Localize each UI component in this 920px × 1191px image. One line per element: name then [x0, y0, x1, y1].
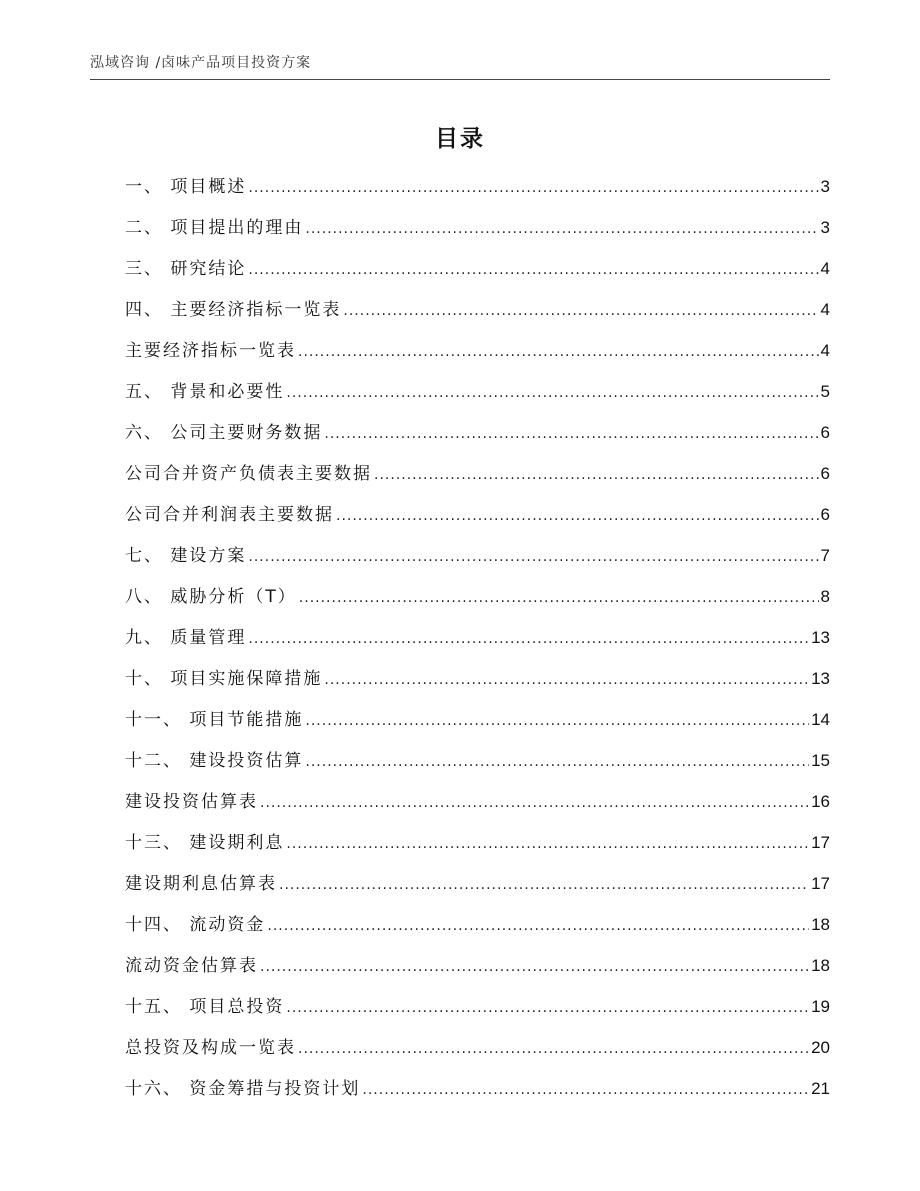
- toc-entry-text: 七、 建设方案: [125, 546, 247, 566]
- toc-entry[interactable]: [125, 740, 830, 781]
- toc-entry[interactable]: [125, 904, 830, 945]
- toc-entry-page: 8: [820, 587, 830, 606]
- toc-entry-text: 九、 质量管理: [125, 628, 247, 648]
- toc-list: [125, 166, 830, 1109]
- toc-leader-dots: [286, 824, 809, 865]
- toc-entry-page: 4: [820, 259, 830, 278]
- toc-entry-page: 21: [811, 1079, 830, 1098]
- toc-entry-text: 十一、 项目节能措施: [125, 710, 304, 730]
- toc-entry-page: 3: [820, 177, 830, 196]
- toc-leader-dots: [279, 865, 809, 906]
- toc-leader-dots: [336, 496, 819, 537]
- toc-entry[interactable]: [125, 1027, 830, 1068]
- toc-leader-dots: [248, 619, 809, 660]
- toc-leader-dots: [305, 742, 809, 783]
- toc-entry-text: 十五、 项目总投资: [125, 997, 285, 1017]
- toc-leader-dots: [299, 578, 819, 619]
- toc-entry[interactable]: [125, 1068, 830, 1109]
- toc-entry-page: 4: [820, 300, 830, 319]
- toc-entry[interactable]: [125, 289, 830, 330]
- toc-entry-page: 18: [811, 956, 830, 975]
- toc-entry[interactable]: [125, 166, 830, 207]
- toc-leader-dots: [267, 906, 809, 947]
- toc-leader-dots: [286, 373, 818, 414]
- toc-entry-page: 19: [811, 997, 830, 1016]
- toc-entry-text: 一、 项目概述: [125, 177, 247, 197]
- toc-entry[interactable]: [125, 330, 830, 371]
- toc-entry-page: 18: [811, 915, 830, 934]
- page-header: 泓域咨询 /卤味产品项目投资方案: [90, 55, 312, 71]
- toc-entry[interactable]: [125, 494, 830, 535]
- toc-entry-page: 13: [811, 628, 830, 647]
- toc-entry-page: 17: [811, 833, 830, 852]
- toc-entry-page: 13: [811, 669, 830, 688]
- toc-entry-page: 14: [811, 710, 830, 729]
- toc-entry[interactable]: [125, 658, 830, 699]
- toc-entry[interactable]: [125, 986, 830, 1027]
- toc-entry-page: 6: [820, 505, 830, 524]
- toc-leader-dots: [343, 291, 818, 332]
- toc-entry-page: 4: [820, 341, 830, 360]
- toc-entry[interactable]: [125, 412, 830, 453]
- toc-entry-page: 7: [820, 546, 830, 565]
- toc-entry-text: 四、 主要经济指标一览表: [125, 300, 342, 320]
- toc-leader-dots: [374, 455, 819, 496]
- toc-leader-dots: [248, 168, 818, 209]
- toc-entry[interactable]: [125, 781, 830, 822]
- toc-leader-dots: [286, 988, 809, 1029]
- toc-leader-dots: [362, 1070, 809, 1111]
- toc-leader-dots: [298, 332, 819, 373]
- toc-leader-dots: [260, 947, 809, 988]
- toc-entry[interactable]: [125, 576, 830, 617]
- toc-entry-page: 6: [820, 464, 830, 483]
- toc-entry-text: 二、 项目提出的理由: [125, 218, 304, 238]
- toc-leader-dots: [324, 414, 818, 455]
- toc-entry-text: 总投资及构成一览表: [125, 1038, 296, 1058]
- toc-title: 目录: [435, 126, 485, 152]
- header-rule: [90, 79, 830, 80]
- toc-entry-text: 八、 威胁分析（T）: [125, 587, 297, 607]
- toc-entry[interactable]: [125, 863, 830, 904]
- toc-entry-page: 17: [811, 874, 830, 893]
- toc-entry[interactable]: [125, 248, 830, 289]
- toc-entry[interactable]: [125, 453, 830, 494]
- toc-entry-text: 十二、 建设投资估算: [125, 751, 304, 771]
- toc-entry-page: 16: [811, 792, 830, 811]
- toc-entry-page: 3: [820, 218, 830, 237]
- toc-entry[interactable]: [125, 371, 830, 412]
- toc-entry[interactable]: [125, 822, 830, 863]
- toc-entry-text: 六、 公司主要财务数据: [125, 423, 323, 443]
- toc-leader-dots: [248, 537, 818, 578]
- toc-entry-text: 建设期利息估算表: [125, 874, 277, 894]
- toc-leader-dots: [248, 250, 818, 291]
- toc-entry-text: 十、 项目实施保障措施: [125, 669, 323, 689]
- toc-leader-dots: [260, 783, 809, 824]
- toc-entry-text: 建设投资估算表: [125, 792, 258, 812]
- toc-entry-text: 十三、 建设期利息: [125, 833, 285, 853]
- toc-entry-text: 流动资金估算表: [125, 956, 258, 976]
- toc-entry[interactable]: [125, 207, 830, 248]
- toc-entry[interactable]: [125, 699, 830, 740]
- toc-entry-page: 20: [811, 1038, 830, 1057]
- toc-leader-dots: [298, 1029, 809, 1070]
- toc-leader-dots: [305, 209, 818, 250]
- toc-entry-text: 三、 研究结论: [125, 259, 247, 279]
- toc-entry-text: 公司合并利润表主要数据: [125, 505, 334, 525]
- toc-entry-text: 主要经济指标一览表: [125, 341, 296, 361]
- toc-entry-text: 十四、 流动资金: [125, 915, 266, 935]
- toc-leader-dots: [324, 660, 809, 701]
- toc-entry-text: 五、 背景和必要性: [125, 382, 285, 402]
- toc-leader-dots: [305, 701, 809, 742]
- toc-entry-text: 十六、 资金筹措与投资计划: [125, 1079, 361, 1099]
- toc-entry[interactable]: [125, 945, 830, 986]
- toc-entry-page: 15: [811, 751, 830, 770]
- toc-entry[interactable]: [125, 617, 830, 658]
- toc-entry-text: 公司合并资产负债表主要数据: [125, 464, 372, 484]
- toc-entry-page: 5: [820, 382, 830, 401]
- toc-entry[interactable]: [125, 535, 830, 576]
- toc-entry-page: 6: [820, 423, 830, 442]
